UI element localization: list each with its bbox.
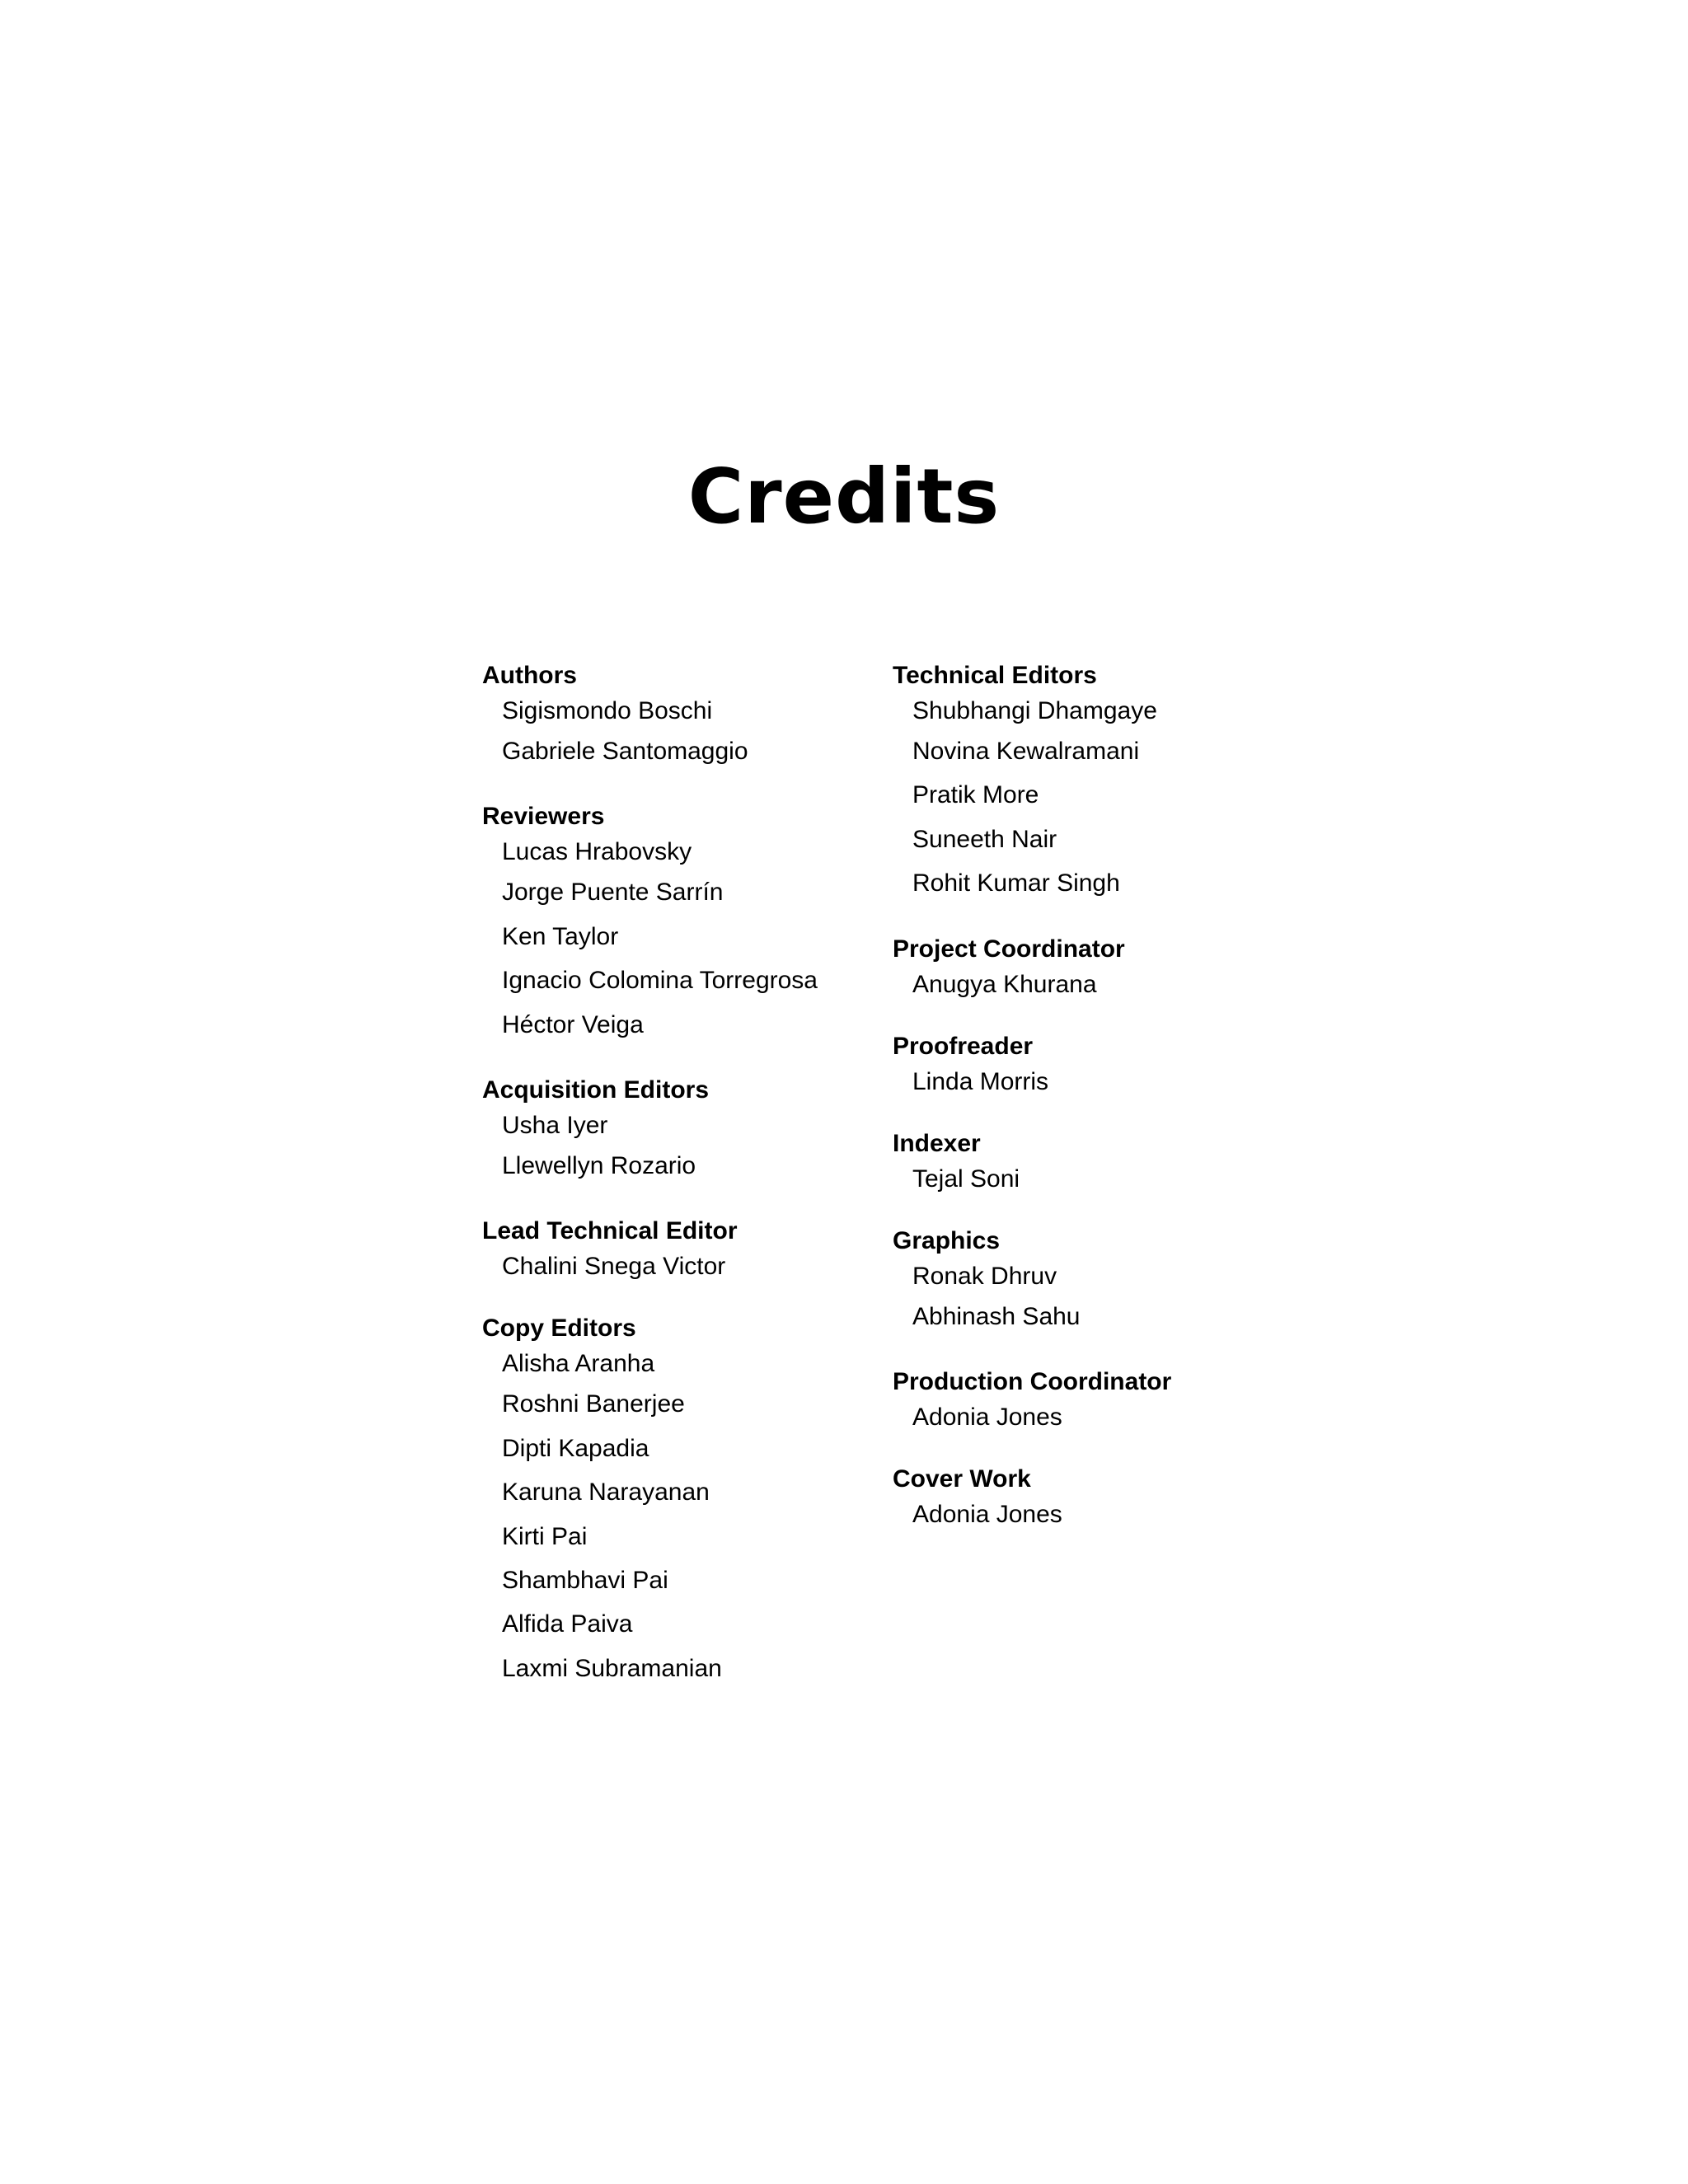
section-heading: Technical Editors [893,662,1097,689]
credit-name: Lucas Hrabovsky [502,838,692,866]
credit-name: Anugya Khurana [912,970,1097,998]
credit-name: Abhinash Sahu [912,1302,1081,1330]
name-list [893,1160,1321,1197]
credit-name: Alfida Paiva [502,1610,633,1638]
section-heading: Acquisition Editors [482,1076,710,1104]
name-list [893,1258,1321,1338]
credit-name: Rohit Kumar Singh [912,869,1120,898]
credit-name: Tejal Soni [912,1165,1020,1193]
name-list [893,1496,1321,1533]
name-list [893,1063,1321,1100]
credit-name: Shubhangi Dhamgaye [912,697,1157,724]
credits-section-proofreader [893,1030,1321,1100]
page-title: Credits [687,452,1001,541]
credits-section-graphics [893,1225,1321,1338]
section-heading: Copy Editors [482,1315,636,1343]
credit-name: Adonia Jones [912,1501,1062,1529]
section-heading: Project Coordinator [893,935,1125,963]
name-list [482,1345,861,1690]
credit-name: Novina Kewalramani [912,738,1140,765]
credits-section-reviewers [482,800,861,1047]
credits-section-acquisition-editors [482,1074,861,1188]
credits-column-right [893,659,1321,1560]
credit-name: Linda Morris [912,1067,1049,1095]
credits-section-production-coordinator [893,1366,1321,1436]
credit-name: Jorge Puente Sarrín [502,879,724,907]
credit-name: Shambhavi Pai [502,1567,668,1595]
credit-name: Dipti Kapadia [502,1434,649,1462]
section-heading: Authors [482,662,577,689]
credit-name: Laxmi Subramanian [502,1654,722,1682]
credit-name: Usha Iyer [502,1112,608,1140]
section-heading: Reviewers [482,803,605,831]
credit-name: Chalini Snega Victor [502,1253,726,1281]
name-list [893,966,1321,1003]
credit-name: Ken Taylor [502,922,619,950]
credit-name: Héctor Veiga [502,1010,644,1038]
credit-name: Alisha Aranha [502,1350,655,1378]
credit-name: Suneeth Nair [912,825,1057,853]
credits-section-lead-technical-editor [482,1215,861,1285]
section-heading: Lead Technical Editor [482,1217,738,1245]
name-list [482,692,861,773]
name-list [482,1248,861,1285]
credit-name: Karuna Narayanan [502,1479,710,1507]
credits-section-authors [482,659,861,773]
section-heading: Proofreader [893,1032,1034,1060]
credits-section-cover-work [893,1463,1321,1533]
credits-section-indexer [893,1127,1321,1197]
credit-name: Pratik More [912,781,1039,809]
credits-section-project-coordinator [893,933,1321,1003]
credit-name: Adonia Jones [912,1404,1062,1432]
section-heading: Cover Work [893,1465,1031,1493]
section-heading: Graphics [893,1226,1001,1254]
name-list [482,833,861,1047]
credits-column-left [482,659,861,1718]
credit-name: Llewellyn Rozario [502,1152,696,1180]
section-heading: Production Coordinator [893,1368,1172,1396]
name-list [893,1399,1321,1436]
credit-name: Gabriele Santomaggio [502,738,748,765]
credit-name: Ignacio Colomina Torregrosa [502,967,818,995]
credit-name: Kirti Pai [502,1522,588,1550]
name-list [893,692,1321,906]
name-list [482,1107,861,1188]
credits-section-technical-editors [893,659,1321,906]
credit-name: Sigismondo Boschi [502,697,713,724]
credit-name: Roshni Banerjee [502,1390,685,1418]
credits-section-copy-editors [482,1312,861,1690]
credit-name: Ronak Dhruv [912,1262,1057,1290]
section-heading: Indexer [893,1129,981,1157]
